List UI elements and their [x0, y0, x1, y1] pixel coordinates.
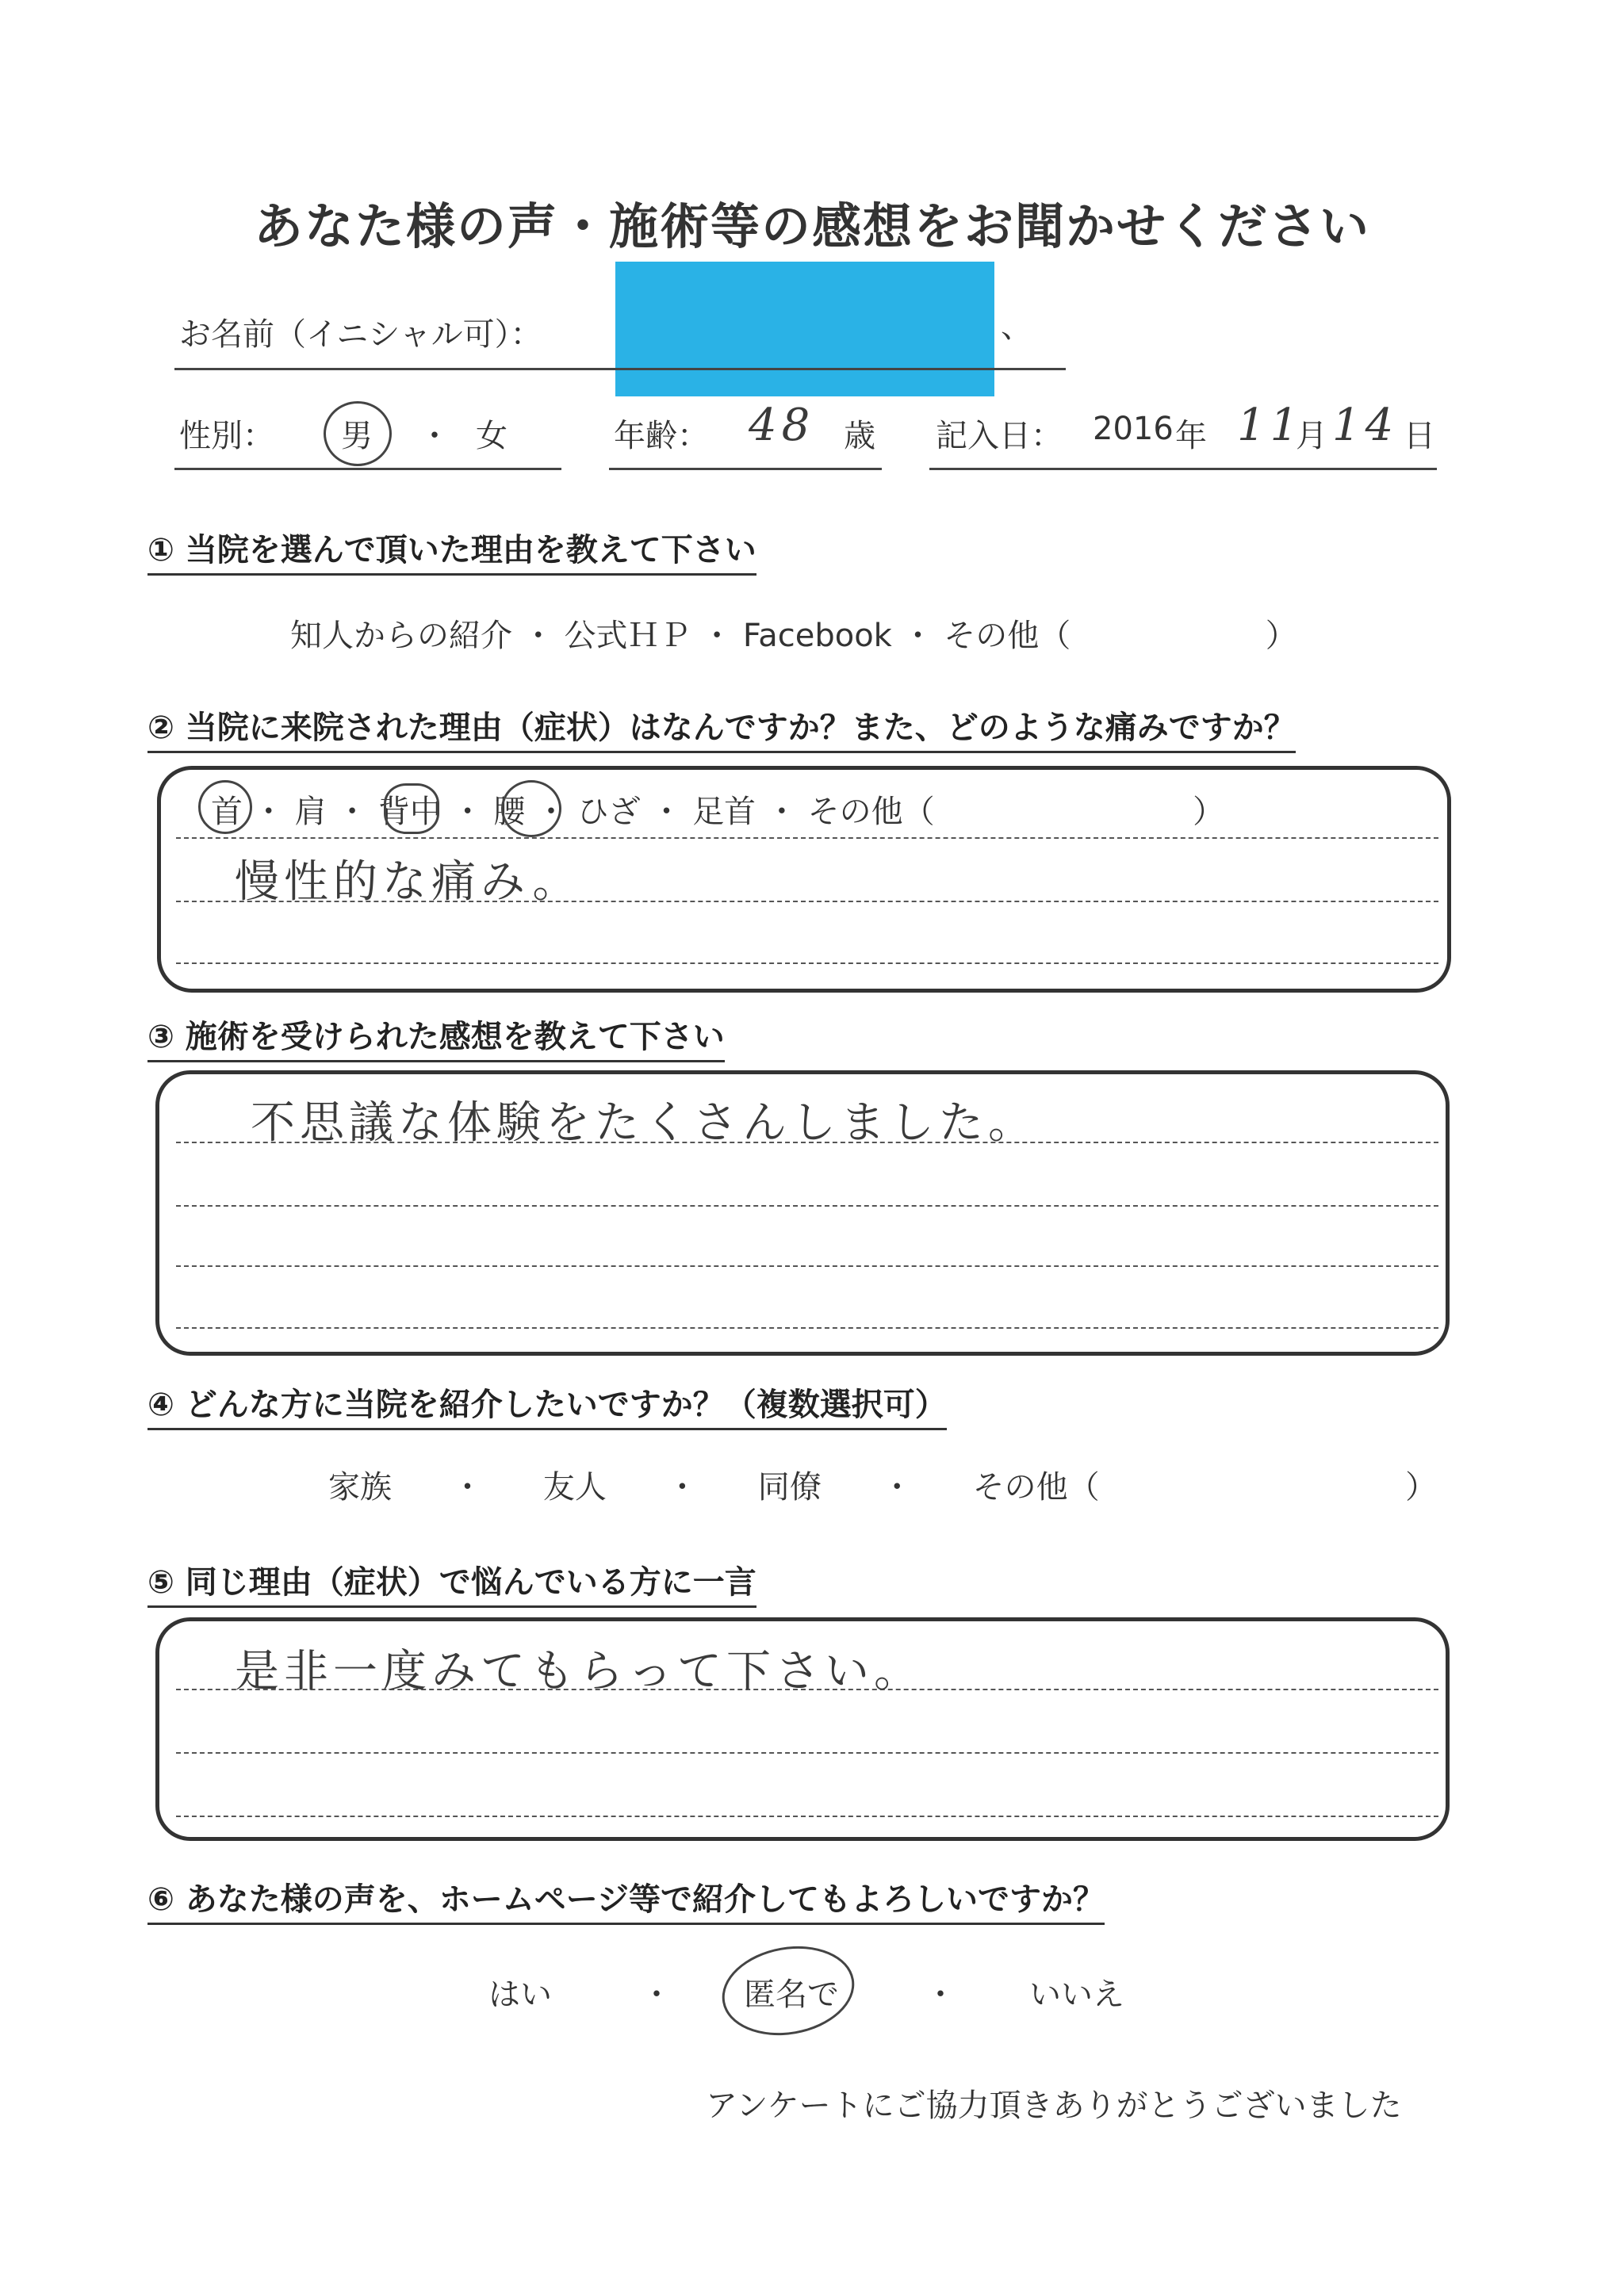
date-day: 14 — [1332, 400, 1399, 451]
date-month-unit: 月 — [1296, 418, 1327, 454]
date-year-unit: 年 — [1175, 418, 1207, 454]
q1-heading: ① 当院を選んで頂いた理由を教えて下さい — [147, 525, 756, 576]
q1-separator: ・ — [701, 618, 733, 654]
q3-heading: ③ 施術を受けられた感想を教えて下さい — [147, 1012, 725, 1062]
q4-separator: ・ — [666, 1469, 699, 1506]
q2-options — [211, 786, 1224, 832]
q2-separator: ・ — [252, 794, 285, 830]
q2-handwritten-answer: 慢性的な痛み。 — [235, 856, 582, 908]
q4-heading: ④ どんな方に当院を紹介したいですか？（複数選択可） — [147, 1380, 947, 1430]
date-month: 11 — [1237, 400, 1304, 451]
q5-handwritten-answer: 是非一度みてもらって下さい。 — [235, 1646, 923, 1697]
gender-male: 男 — [341, 418, 373, 454]
q2-separator: ・ — [650, 794, 683, 830]
form-title: あなた様の声・施術等の感想をお聞かせください — [253, 197, 1370, 255]
q3-line — [176, 1327, 1438, 1329]
q1-options — [290, 610, 1297, 656]
date-year: 2016 — [1093, 411, 1174, 447]
q2-option: 腰 — [493, 794, 526, 830]
q4-option-other-close: ） — [1405, 1469, 1438, 1506]
age-unit: 歳 — [844, 418, 875, 454]
q5-line — [176, 1752, 1438, 1754]
q6-separator: ・ — [641, 1976, 672, 2013]
q5-heading: ⑤ 同じ理由（症状）で悩んでいる方に一言 — [147, 1557, 756, 1608]
q1-option-other-close: ） — [1265, 618, 1297, 654]
q2-heading: ② 当院に来院された理由（症状）はなんですか？また、どのような痛みですか？ — [147, 702, 1296, 753]
q4-options — [328, 1462, 1437, 1507]
q2-separator: ・ — [765, 794, 798, 830]
q1-separator: ・ — [902, 618, 934, 654]
q6-option: いいえ — [1029, 1976, 1124, 2013]
q2-option-other-open: その他（ — [807, 794, 935, 830]
name-underline — [174, 368, 1066, 370]
q3-line — [176, 1205, 1438, 1207]
q1-option: 公式ＨＰ — [564, 618, 691, 654]
name-label: お名前（イニシャル可）： — [179, 316, 542, 353]
q5-line — [176, 1816, 1438, 1817]
gender-selected-circle — [324, 401, 392, 466]
q1-separator: ・ — [522, 618, 554, 654]
q2-option: 足首 — [692, 794, 756, 830]
q6-option-anonymous: 匿名で — [744, 1976, 839, 2013]
q6-selected-circle — [715, 1936, 862, 2045]
q2-line — [176, 962, 1438, 964]
name-tail-mark: 、 — [1001, 308, 1032, 345]
gender-underline — [174, 468, 561, 470]
q4-option: 友人 — [542, 1469, 607, 1506]
gender-separator: ・ — [419, 418, 450, 454]
q4-option-other-open: その他（ — [972, 1469, 1100, 1506]
thanks-message: アンケートにご協力頂きありがとうございました — [706, 2087, 1402, 2124]
q4-separator: ・ — [881, 1469, 914, 1506]
q3-handwritten-answer: 不思議な体験をたくさんしました。 — [251, 1097, 1037, 1149]
q1-option: Facebook — [742, 618, 892, 654]
q4-separator: ・ — [451, 1469, 484, 1506]
age-value: 48 — [749, 400, 815, 451]
q2-line — [176, 837, 1438, 839]
age-label: 年齢： — [614, 418, 709, 454]
q3-line — [176, 1265, 1438, 1267]
q2-selected-circle-back — [384, 783, 439, 834]
q2-option: ひざ — [576, 794, 641, 830]
q2-option: 肩 — [294, 794, 327, 830]
q2-selected-circle-waist — [501, 780, 561, 837]
q2-option-other-close: ） — [1193, 794, 1225, 830]
name-redaction — [615, 262, 994, 396]
date-label: 記入日： — [936, 418, 1063, 454]
date-underline — [929, 468, 1437, 470]
q6-heading: ⑥ あなた様の声を、ホームページ等で紹介してもよろしいですか？ — [147, 1874, 1105, 1925]
q6-option: はい — [488, 1976, 552, 2013]
gender-female: 女 — [476, 418, 508, 454]
q2-option: 首 — [211, 794, 243, 830]
age-underline — [609, 468, 882, 470]
q6-separator: ・ — [925, 1976, 956, 2013]
q2-separator: ・ — [451, 794, 484, 830]
q2-selected-circle-neck — [198, 780, 252, 834]
q1-option-other-open: その他（ — [944, 618, 1071, 654]
q2-separator: ・ — [535, 794, 568, 830]
gender-label: 性別： — [179, 418, 274, 454]
date-day-unit: 日 — [1404, 418, 1435, 454]
q2-option: 背中 — [377, 794, 442, 830]
q4-option: 同僚 — [757, 1469, 822, 1506]
q4-option: 家族 — [328, 1469, 392, 1506]
q2-separator: ・ — [336, 794, 369, 830]
q1-option: 知人からの紹介 — [290, 618, 512, 654]
